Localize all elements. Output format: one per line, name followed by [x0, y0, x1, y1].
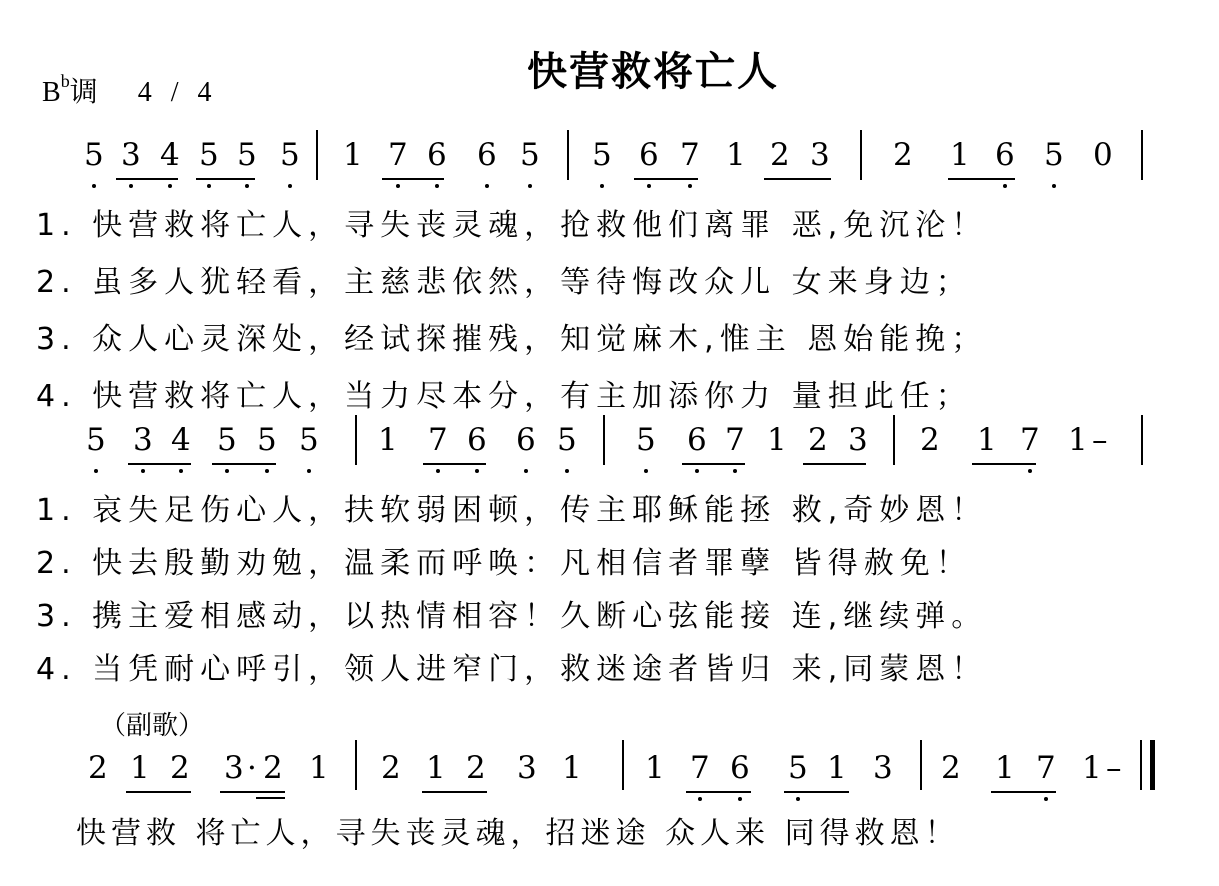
note: 2	[88, 750, 108, 786]
eighth-beam	[126, 791, 191, 793]
lower-octave-dot	[168, 184, 172, 188]
eighth-beam	[220, 791, 285, 793]
hymn-title: 快营救将亡人	[527, 49, 779, 95]
note: 4	[160, 137, 180, 173]
note: 1	[1082, 750, 1102, 786]
lyric-line: 4. 快营救将亡人，当力尽本分，有主加添你力 量担此任；	[36, 379, 972, 414]
note: 6	[467, 422, 487, 458]
note: 2	[263, 750, 283, 786]
lower-octave-dot	[141, 469, 145, 473]
note: 1	[343, 137, 363, 173]
bar-line	[860, 130, 862, 180]
note: 2	[170, 750, 190, 786]
lower-octave-dot	[485, 184, 489, 188]
time-signature: 4 / 4	[137, 77, 218, 108]
lower-octave-dot	[92, 184, 96, 188]
bar-line	[920, 740, 922, 790]
note: 6	[477, 137, 497, 173]
eighth-beam	[422, 791, 487, 793]
note: 2	[466, 750, 486, 786]
note: 5	[592, 137, 612, 173]
eighth-beam	[212, 463, 276, 465]
note: 1	[726, 137, 746, 173]
note: 7	[725, 422, 745, 458]
eighth-beam	[196, 178, 255, 180]
lower-octave-dot	[1028, 469, 1032, 473]
lyric-line: 快营救 将亡人，寻失丧灵魂，招迷途 众人来 同得救恩！	[76, 816, 960, 851]
note: 1	[309, 750, 329, 786]
note: 7	[1036, 750, 1056, 786]
note: 5	[84, 137, 104, 173]
lyric-line: 3. 众人心灵深处，经试探摧残，知觉麻木,惟主 恩始能挽；	[36, 322, 988, 357]
lower-octave-dot	[435, 184, 439, 188]
note: 6	[687, 422, 707, 458]
note: 1	[378, 422, 398, 458]
lower-octave-dot	[179, 469, 183, 473]
note: 3	[873, 750, 893, 786]
eighth-beam	[784, 791, 849, 793]
bar-line	[355, 740, 357, 790]
note: 1	[977, 422, 997, 458]
note: 5	[257, 422, 277, 458]
bar-line	[355, 415, 357, 465]
eighth-beam	[764, 178, 831, 180]
note: 1	[426, 750, 446, 786]
note: 1	[562, 750, 582, 786]
flat-sign: b	[60, 71, 70, 91]
note: 2	[381, 750, 401, 786]
note: 6	[516, 422, 536, 458]
note: 3	[133, 422, 153, 458]
note: 2	[770, 137, 790, 173]
note: 2	[920, 422, 940, 458]
bar-line	[316, 130, 318, 180]
note: 2	[808, 422, 828, 458]
note: 3	[848, 422, 868, 458]
note: 7	[680, 137, 700, 173]
lower-octave-dot	[129, 184, 133, 188]
lower-octave-dot	[528, 184, 532, 188]
note: –	[1092, 422, 1108, 458]
lower-octave-dot	[688, 184, 692, 188]
note: 4	[171, 422, 191, 458]
bar-line	[1141, 415, 1143, 465]
lower-octave-dot	[245, 184, 249, 188]
eighth-beam	[634, 178, 698, 180]
lower-octave-dot	[738, 797, 742, 801]
lower-octave-dot	[524, 469, 528, 473]
note: 3	[224, 750, 244, 786]
key-signature	[42, 70, 217, 110]
lower-octave-dot	[265, 469, 269, 473]
final-bar-thick	[1150, 740, 1155, 790]
eighth-beam	[382, 178, 444, 180]
lower-octave-dot	[307, 469, 311, 473]
eighth-beam	[682, 463, 745, 465]
note: 7	[428, 422, 448, 458]
note: 5	[217, 422, 237, 458]
eighth-beam	[686, 791, 751, 793]
lower-octave-dot	[1052, 184, 1056, 188]
note: 1	[827, 750, 847, 786]
eighth-beam	[803, 463, 866, 465]
eighth-beam	[116, 178, 178, 180]
lower-octave-dot	[225, 469, 229, 473]
note: 1	[950, 137, 970, 173]
lower-octave-dot	[565, 469, 569, 473]
sixteenth-beam	[256, 797, 285, 799]
note: 5	[237, 137, 257, 173]
lower-octave-dot	[644, 469, 648, 473]
note: 5	[788, 750, 808, 786]
note: 7	[690, 750, 710, 786]
note: 6	[427, 137, 447, 173]
lower-octave-dot	[288, 184, 292, 188]
note: –	[1106, 750, 1122, 786]
lyric-line: 1. 哀失足伤心人，扶软弱困顿，传主耶稣能拯 救,奇妙恩！	[36, 493, 988, 528]
bar-line	[1141, 130, 1143, 180]
note: 5	[520, 137, 540, 173]
note: 5	[636, 422, 656, 458]
note: 5	[280, 137, 300, 173]
lower-octave-dot	[698, 797, 702, 801]
lyric-line: 3. 携主爱相感动，以热情相容！久断心弦能接 连,继续弹。	[36, 599, 988, 634]
key-suffix: 调	[69, 77, 98, 108]
lower-octave-dot	[207, 184, 211, 188]
eighth-beam	[128, 463, 191, 465]
note: 5	[199, 137, 219, 173]
bar-line	[893, 415, 895, 465]
bar-line	[603, 415, 605, 465]
final-bar-thin	[1140, 740, 1142, 790]
note: 5	[86, 422, 106, 458]
lower-octave-dot	[733, 469, 737, 473]
note: ·	[247, 750, 257, 786]
note: 3	[810, 137, 830, 173]
lower-octave-dot	[647, 184, 651, 188]
lower-octave-dot	[1044, 797, 1048, 801]
lower-octave-dot	[436, 469, 440, 473]
note: 0	[1093, 137, 1113, 173]
eighth-beam	[948, 178, 1015, 180]
note: 7	[388, 137, 408, 173]
lower-octave-dot	[600, 184, 604, 188]
chorus-label: （副歌）	[100, 711, 205, 741]
note: 1	[1068, 422, 1088, 458]
note: 7	[1020, 422, 1040, 458]
bar-line	[622, 740, 624, 790]
lyric-line: 1. 快营救将亡人，寻失丧灵魂，抢救他们离罪 恶,免沉沦！	[36, 208, 988, 243]
note: 5	[557, 422, 577, 458]
bar-line	[567, 130, 569, 180]
note: 6	[639, 137, 659, 173]
eighth-beam	[423, 463, 486, 465]
lyric-line: 2. 快去殷勤劝勉，温柔而呼唤：凡相信者罪孽 皆得赦免！	[36, 546, 972, 581]
lower-octave-dot	[475, 469, 479, 473]
lower-octave-dot	[396, 184, 400, 188]
note: 1	[767, 422, 787, 458]
lower-octave-dot	[695, 469, 699, 473]
lower-octave-dot	[796, 797, 800, 801]
lyric-line: 2. 虽多人犹轻看，主慈悲依然，等待悔改众儿 女来身边；	[36, 265, 972, 300]
key-tonic: B	[42, 77, 61, 108]
note: 1	[995, 750, 1015, 786]
lyric-line: 4. 当凭耐心呼引，领人进窄门，救迷途者皆归 来,同蒙恩！	[36, 652, 988, 687]
note: 3	[121, 137, 141, 173]
note: 1	[645, 750, 665, 786]
note: 5	[1044, 137, 1064, 173]
lower-octave-dot	[1003, 184, 1007, 188]
note: 1	[130, 750, 150, 786]
note: 5	[299, 422, 319, 458]
eighth-beam	[972, 463, 1036, 465]
eighth-beam	[991, 791, 1056, 793]
note: 6	[730, 750, 750, 786]
note: 6	[995, 137, 1015, 173]
note: 3	[517, 750, 537, 786]
note: 2	[893, 137, 913, 173]
note: 2	[941, 750, 961, 786]
lower-octave-dot	[94, 469, 98, 473]
